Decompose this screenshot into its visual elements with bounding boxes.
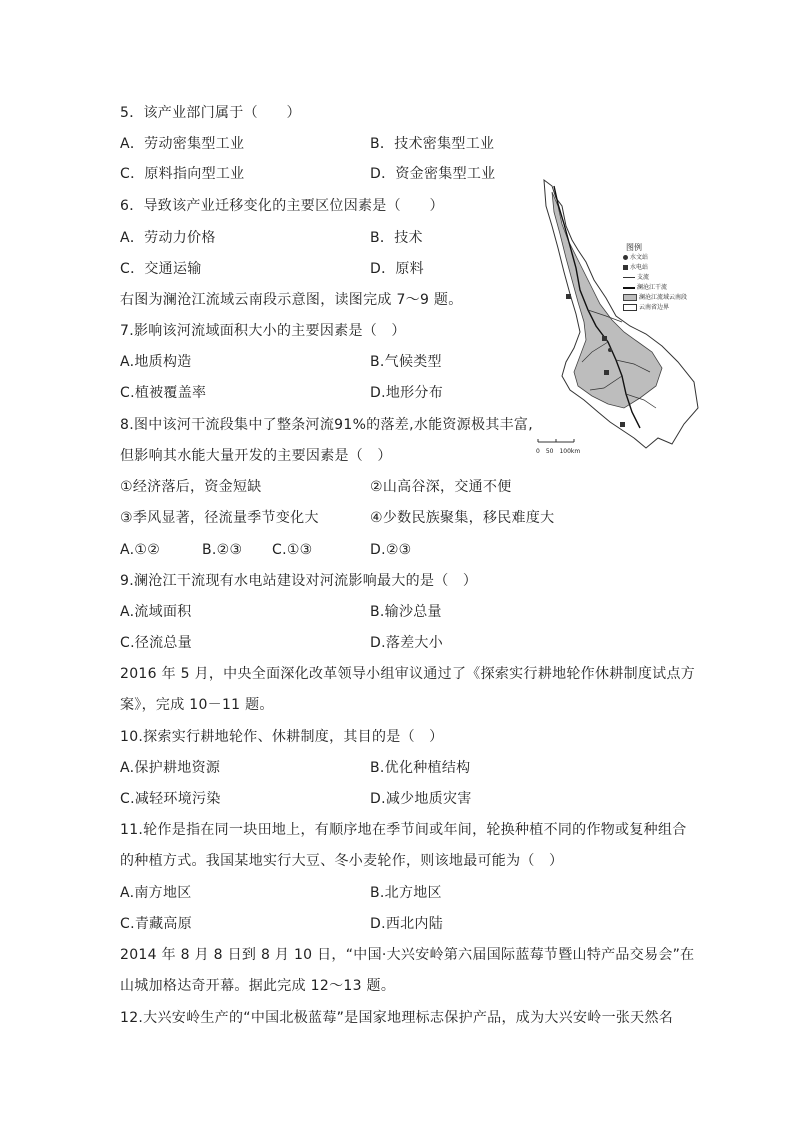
q7-option-d: D.地形分布 — [370, 385, 444, 401]
q6-option-a: A．劳动力价格 — [120, 230, 216, 246]
q9-option-d: D.落差大小 — [370, 635, 444, 651]
legend-tributary: 支流 — [623, 274, 649, 281]
q11-option-c: C.青藏高原 — [120, 916, 193, 932]
legend-main-river: 澜沧江干流 — [623, 284, 667, 291]
yunnan-border — [544, 180, 698, 448]
q8-stem-line2: 但影响其水能大量开发的主要因素是（ ） — [120, 448, 392, 464]
hydropower-station — [566, 294, 571, 299]
q8-statement-1: ①经济落后，资金短缺 — [120, 479, 262, 495]
q10-option-b: B.优化种植结构 — [370, 760, 471, 776]
intro-10-11-line1: 2016 年 5 月，中央全面深化改革领导小组审议通过了《探索实行耕地轮作休耕制度试点方 — [120, 666, 696, 682]
q5-option-a: A．劳动密集型工业 — [120, 136, 245, 152]
q12-stem: 12.大兴安岭生产的“中国北极蓝莓”是国家地理标志保护产品，成为大兴安岭一张天然名 — [120, 1010, 674, 1026]
lancang-river-map — [522, 176, 700, 458]
legend-hydropower-station: 水电站 — [623, 264, 648, 271]
hydropower-station — [604, 370, 609, 375]
q8-option-c: C.①③ — [272, 542, 313, 558]
q11-option-b: B.北方地区 — [370, 885, 442, 901]
q5-stem: 5．该产业部门属于（ ） — [120, 105, 301, 121]
q11-option-d: D.西北内陆 — [370, 916, 444, 932]
q8-statement-3: ③季风显著，径流量季节变化大 — [120, 510, 319, 526]
hydropower-station — [620, 422, 625, 427]
q5-option-d: D．资金密集型工业 — [370, 166, 496, 182]
hydropower-station — [602, 336, 607, 341]
q10-stem: 10.探索实行耕地轮作、休耕制度，其目的是（ ） — [120, 729, 444, 745]
q7-option-c: C.植被覆盖率 — [120, 385, 207, 401]
q10-option-c: C.减轻环境污染 — [120, 791, 221, 807]
q10-option-d: D.减少地质灾害 — [370, 791, 472, 807]
intro-10-11-line2: 案》，完成 10－11 题。 — [120, 697, 274, 713]
q11-option-a: A.南方地区 — [120, 885, 192, 901]
q8-statement-4: ④少数民族聚集，移民难度大 — [370, 510, 555, 526]
q11-stem-line2: 的种植方式。我国某地实行大豆、冬小麦轮作，则该地最可能为（ ） — [120, 853, 564, 869]
q9-stem: 9.澜沧江干流现有水电站建设对河流影响最大的是（ ） — [120, 573, 478, 589]
q6-option-d: D．原料 — [370, 261, 424, 277]
q9-option-b: B.输沙总量 — [370, 604, 442, 620]
q9-option-a: A.流域面积 — [120, 604, 192, 620]
q8-stem-line1: 8.图中该河干流段集中了整条河流91%的落差,水能资源极其丰富, — [120, 417, 533, 433]
q8-statement-2: ②山高谷深，交通不便 — [370, 479, 512, 495]
q10-option-a: A.保护耕地资源 — [120, 760, 221, 776]
q8-option-b: B.②③ — [202, 542, 243, 558]
legend-hydrological-station: 水文站 — [623, 254, 648, 261]
q6-option-b: B．技术 — [370, 230, 423, 246]
map-scale-label: 0 50 100km — [536, 448, 581, 455]
q6-stem: 6．导致该产业迁移变化的主要区位因素是（ ） — [120, 198, 444, 214]
q6-option-c: C．交通运输 — [120, 261, 202, 277]
q7-stem: 7.影响该河流域面积大小的主要因素是（ ） — [120, 323, 406, 339]
intro-12-13-line1: 2014 年 8 月 8 日到 8 月 10 日，“中国·大兴安岭第六届国际蓝莓节暨山特产品交易会”在 — [120, 947, 695, 963]
intro-12-13-line2: 山城加格达奇开幕。据此完成 12～13 题。 — [120, 978, 396, 994]
hydrological-station — [608, 348, 612, 352]
legend-basin: 澜沧江流域云南段 — [623, 294, 687, 301]
q7-option-b: B.气候类型 — [370, 354, 442, 370]
q5-option-b: B．技术密集型工业 — [370, 136, 495, 152]
q8-option-a: A.①② — [120, 542, 161, 558]
q9-option-c: C.径流总量 — [120, 635, 193, 651]
map-legend-title: 图例 — [626, 243, 642, 252]
q8-option-d: D.②③ — [370, 542, 412, 558]
q11-stem-line1: 11.轮作是指在同一块田地上，有顺序地在季节间或年间，轮换种植不同的作物或复种组合 — [120, 822, 687, 838]
q5-option-c: C．原料指向型工业 — [120, 166, 245, 182]
legend-border: 云南省边界 — [623, 304, 669, 311]
intro-7-9: 右图为澜沧江流域云南段示意图，读图完成 7～9 题。 — [120, 292, 463, 308]
q7-option-a: A.地质构造 — [120, 354, 192, 370]
